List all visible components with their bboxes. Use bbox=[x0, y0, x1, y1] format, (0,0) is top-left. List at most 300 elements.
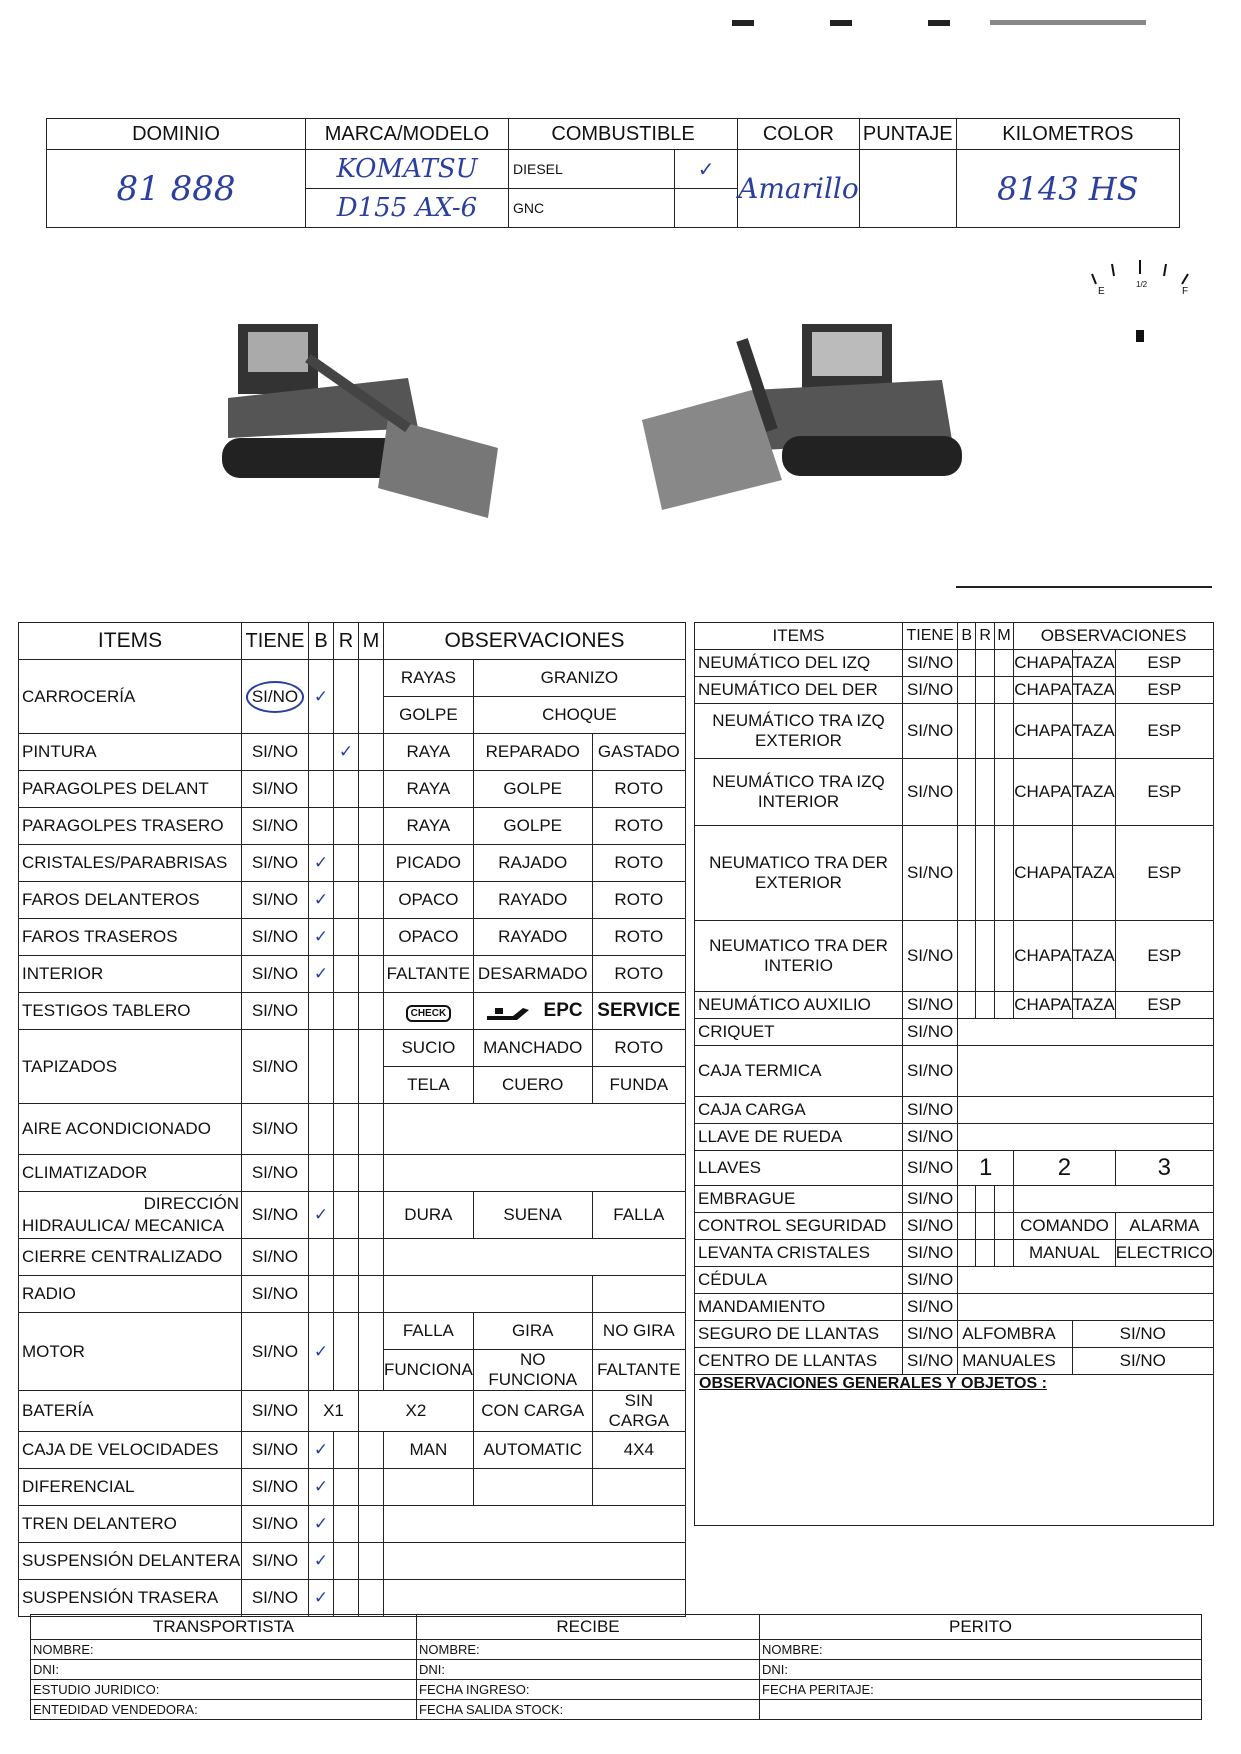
perito-dni[interactable]: DNI: bbox=[760, 1660, 1202, 1680]
left-header-obs: OBSERVACIONES bbox=[384, 623, 686, 660]
diferencial-tiene[interactable]: SI/NO bbox=[242, 1469, 309, 1506]
row-n-tra-der-int: NEUMATICO TRA DER INTERIO bbox=[695, 921, 903, 992]
mandamiento-obs[interactable] bbox=[958, 1294, 1214, 1321]
obs-rayas[interactable]: RAYAS bbox=[384, 660, 474, 697]
caja-vel-r[interactable] bbox=[334, 1432, 359, 1469]
obs-roto-5[interactable]: ROTO bbox=[592, 882, 685, 919]
mandamiento-tiene[interactable]: SI/NO bbox=[903, 1294, 958, 1321]
obs-roto-4[interactable]: ROTO bbox=[592, 845, 685, 882]
aire-tiene[interactable]: SI/NO bbox=[242, 1104, 309, 1155]
n-tra-der-int-m[interactable] bbox=[994, 921, 1013, 992]
kilometros-value[interactable]: 8143 HS bbox=[956, 150, 1179, 228]
pintura-b[interactable] bbox=[309, 734, 334, 771]
pintura-m[interactable] bbox=[359, 734, 384, 771]
fuel-gauge-icon bbox=[1086, 254, 1196, 354]
obs-desarmado[interactable]: DESARMADO bbox=[473, 956, 592, 993]
n-tra-izq-ext-chapa[interactable]: CHAPA bbox=[1014, 704, 1072, 759]
obs-4x4[interactable]: 4X4 bbox=[592, 1432, 685, 1469]
climatizador-tiene[interactable]: SI/NO bbox=[242, 1155, 309, 1192]
climatizador-m[interactable] bbox=[359, 1155, 384, 1192]
radio-obs-2[interactable] bbox=[592, 1276, 685, 1313]
fuel-diesel: DIESEL bbox=[509, 150, 675, 189]
direccion-label-2: HIDRAULICA/ MECANICA bbox=[22, 1216, 225, 1235]
n-tra-der-int-b[interactable] bbox=[958, 921, 976, 992]
diferencial-r[interactable] bbox=[334, 1469, 359, 1506]
aire-r[interactable] bbox=[334, 1104, 359, 1155]
obs-golpe[interactable]: GOLPE bbox=[384, 697, 474, 734]
tapizados-b[interactable] bbox=[309, 1030, 334, 1104]
recibe-dni[interactable]: DNI: bbox=[417, 1660, 760, 1680]
control-tiene[interactable]: SI/NO bbox=[903, 1213, 958, 1240]
col-puntaje: PUNTAJE bbox=[859, 119, 956, 150]
diferencial-m[interactable] bbox=[359, 1469, 384, 1506]
llave-rueda-obs[interactable] bbox=[958, 1124, 1214, 1151]
obs-raya-1[interactable]: RAYA bbox=[384, 734, 474, 771]
parag-tra-b[interactable] bbox=[309, 808, 334, 845]
sig-recibe: RECIBE bbox=[417, 1615, 760, 1640]
n-tra-izq-ext-b[interactable] bbox=[958, 704, 976, 759]
embrague-r[interactable] bbox=[976, 1186, 995, 1213]
llaves-1[interactable]: 1 bbox=[958, 1151, 1014, 1186]
obs-choque[interactable]: CHOQUE bbox=[473, 697, 685, 734]
obs-opaco-2[interactable]: OPACO bbox=[384, 919, 474, 956]
n-del-izq-chapa[interactable]: CHAPA bbox=[1014, 650, 1072, 677]
radio-tiene[interactable]: SI/NO bbox=[242, 1276, 309, 1313]
obs-reparado[interactable]: REPARADO bbox=[473, 734, 592, 771]
obs-gastado[interactable]: GASTADO bbox=[592, 734, 685, 771]
right-header-tiene: TIENE bbox=[903, 623, 958, 650]
aire-b[interactable] bbox=[309, 1104, 334, 1155]
n-tra-der-int-r[interactable] bbox=[976, 921, 995, 992]
susp-del-m[interactable] bbox=[359, 1543, 384, 1580]
levanta-m[interactable] bbox=[994, 1240, 1013, 1267]
obs-opaco-1[interactable]: OPACO bbox=[384, 882, 474, 919]
left-header-b: B bbox=[309, 623, 334, 660]
bateria-x2[interactable]: X2 bbox=[359, 1391, 474, 1432]
obs-roto-6[interactable]: ROTO bbox=[592, 919, 685, 956]
parag-tra-m[interactable] bbox=[359, 808, 384, 845]
susp-del-b[interactable]: ✓ bbox=[309, 1543, 334, 1580]
parag-del-m[interactable] bbox=[359, 771, 384, 808]
n-tra-der-int-taza[interactable]: TAZA bbox=[1072, 921, 1115, 992]
susp-tra-tiene[interactable]: SI/NO bbox=[242, 1580, 309, 1617]
gauge-f: F bbox=[1182, 286, 1189, 297]
right-checklist-table bbox=[694, 622, 1214, 1526]
cierre-obs[interactable] bbox=[384, 1239, 686, 1276]
n-del-der-b[interactable] bbox=[958, 677, 976, 704]
susp-tra-m[interactable] bbox=[359, 1580, 384, 1617]
radio-obs-1[interactable] bbox=[384, 1276, 593, 1313]
caja-termica-tiene[interactable]: SI/NO bbox=[903, 1046, 958, 1097]
levanta-electrico[interactable]: ELECTRICO bbox=[1115, 1240, 1213, 1267]
color-value[interactable]: Amarillo bbox=[738, 150, 860, 228]
direccion-b[interactable]: ✓ bbox=[309, 1192, 334, 1239]
carroceria-b[interactable]: ✓ bbox=[309, 660, 334, 734]
cristales-b[interactable]: ✓ bbox=[309, 845, 334, 882]
row-caja-vel: CAJA DE VELOCIDADES bbox=[19, 1432, 242, 1469]
caja-termica-obs[interactable] bbox=[958, 1046, 1214, 1097]
left-header-items: ITEMS bbox=[19, 623, 242, 660]
col-combustible: COMBUSTIBLE bbox=[509, 119, 738, 150]
n-del-izq-m[interactable] bbox=[994, 650, 1013, 677]
oil-epc-cell[interactable] bbox=[473, 993, 592, 1030]
transportista-dni[interactable]: DNI: bbox=[31, 1660, 417, 1680]
tren-r[interactable] bbox=[334, 1506, 359, 1543]
row-carroceria: CARROCERÍA bbox=[19, 660, 242, 734]
criquet-tiene[interactable]: SI/NO bbox=[903, 1019, 958, 1046]
transportista-entidad[interactable]: ENTEDIDAD VENDEDORA: bbox=[31, 1700, 417, 1720]
n-auxilio-b[interactable] bbox=[958, 992, 976, 1019]
row-n-tra-izq-ext: NEUMÁTICO TRA IZQ EXTERIOR bbox=[695, 704, 903, 759]
susp-tra-obs[interactable] bbox=[384, 1580, 686, 1617]
testigos-m[interactable] bbox=[359, 993, 384, 1030]
susp-del-r[interactable] bbox=[334, 1543, 359, 1580]
aire-obs[interactable] bbox=[384, 1104, 686, 1155]
susp-del-tiene[interactable]: SI/NO bbox=[242, 1543, 309, 1580]
pintura-r[interactable]: ✓ bbox=[334, 734, 359, 771]
n-auxilio-taza[interactable]: TAZA bbox=[1072, 992, 1115, 1019]
criquet-obs[interactable] bbox=[958, 1019, 1214, 1046]
faros-tra-b[interactable]: ✓ bbox=[309, 919, 334, 956]
caja-carga-obs[interactable] bbox=[958, 1097, 1214, 1124]
llaves-3[interactable]: 3 bbox=[1115, 1151, 1213, 1186]
n-tra-der-ext-chapa[interactable]: CHAPA bbox=[1014, 826, 1072, 921]
susp-tra-b[interactable]: ✓ bbox=[309, 1580, 334, 1617]
parag-tra-r[interactable] bbox=[334, 808, 359, 845]
motor-tiene[interactable]: SI/NO bbox=[242, 1313, 309, 1391]
diferencial-obs-3[interactable] bbox=[592, 1469, 685, 1506]
cristales-tiene[interactable]: SI/NO bbox=[242, 845, 309, 882]
cierre-tiene[interactable]: SI/NO bbox=[242, 1239, 309, 1276]
col-marca: MARCA/MODELO bbox=[306, 119, 509, 150]
cedula-obs[interactable] bbox=[958, 1267, 1214, 1294]
aire-m[interactable] bbox=[359, 1104, 384, 1155]
n-tra-izq-ext-taza[interactable]: TAZA bbox=[1072, 704, 1115, 759]
gnc-check[interactable] bbox=[675, 189, 738, 228]
obs-faltante[interactable]: FALTANTE bbox=[384, 956, 474, 993]
faros-tra-tiene[interactable]: SI/NO bbox=[242, 919, 309, 956]
row-parag-tra: PARAGOLPES TRASERO bbox=[19, 808, 242, 845]
obs-falla-1[interactable]: FALLA bbox=[592, 1192, 685, 1239]
obs-falla-2[interactable]: FALLA bbox=[384, 1313, 474, 1350]
susp-del-obs[interactable] bbox=[384, 1543, 686, 1580]
modelo-value[interactable]: D155 AX-6 bbox=[306, 189, 509, 228]
n-auxilio-esp[interactable]: ESP bbox=[1115, 992, 1213, 1019]
obs-funciona[interactable]: FUNCIONA bbox=[384, 1350, 474, 1391]
n-auxilio-tiene[interactable]: SI/NO bbox=[903, 992, 958, 1019]
radio-m[interactable] bbox=[359, 1276, 384, 1313]
faros-del-tiene[interactable]: SI/NO bbox=[242, 882, 309, 919]
obs-cuero[interactable]: CUERO bbox=[473, 1067, 592, 1104]
n-del-izq-taza[interactable]: TAZA bbox=[1072, 650, 1115, 677]
n-del-izq-b[interactable] bbox=[958, 650, 976, 677]
parag-del-r[interactable] bbox=[334, 771, 359, 808]
n-auxilio-chapa[interactable]: CHAPA bbox=[1014, 992, 1072, 1019]
alfombra-label: ALFOMBRA bbox=[958, 1321, 1072, 1348]
n-tra-der-int-esp[interactable]: ESP bbox=[1115, 921, 1213, 992]
n-auxilio-r[interactable] bbox=[976, 992, 995, 1019]
row-mandamiento: MANDAMIENTO bbox=[695, 1294, 903, 1321]
obs-rayado-1[interactable]: RAYADO bbox=[473, 882, 592, 919]
n-tra-der-ext-b[interactable] bbox=[958, 826, 976, 921]
obs-roto-2[interactable]: ROTO bbox=[592, 771, 685, 808]
carroceria-m[interactable] bbox=[359, 660, 384, 734]
right-header-b: B bbox=[958, 623, 976, 650]
sig-transportista: TRANSPORTISTA bbox=[31, 1615, 417, 1640]
faros-tra-m[interactable] bbox=[359, 919, 384, 956]
recibe-fecha-ingreso[interactable]: FECHA INGRESO: bbox=[417, 1680, 760, 1700]
obs-no-funciona[interactable]: NO FUNCIONA bbox=[473, 1350, 592, 1391]
row-diferencial: DIFERENCIAL bbox=[19, 1469, 242, 1506]
perito-fecha[interactable]: FECHA PERITAJE: bbox=[760, 1680, 1202, 1700]
obs-golpe-3[interactable]: GOLPE bbox=[473, 808, 592, 845]
cierre-r[interactable] bbox=[334, 1239, 359, 1276]
motor-m[interactable] bbox=[359, 1313, 384, 1391]
testigos-b[interactable] bbox=[309, 993, 334, 1030]
n-tra-izq-ext-esp[interactable]: ESP bbox=[1115, 704, 1213, 759]
llave-rueda-tiene[interactable]: SI/NO bbox=[903, 1124, 958, 1151]
obs-granizo[interactable]: GRANIZO bbox=[473, 660, 685, 697]
row-bateria: BATERÍA bbox=[19, 1391, 242, 1432]
cedula-tiene[interactable]: SI/NO bbox=[903, 1267, 958, 1294]
obs-rayado-2[interactable]: RAYADO bbox=[473, 919, 592, 956]
obs-funda[interactable]: FUNDA bbox=[592, 1067, 685, 1104]
row-criquet: CRIQUET bbox=[695, 1019, 903, 1046]
parag-tra-tiene[interactable]: SI/NO bbox=[242, 808, 309, 845]
levanta-r[interactable] bbox=[976, 1240, 995, 1267]
obs-dura[interactable]: DURA bbox=[384, 1192, 474, 1239]
obs-manchado[interactable]: MANCHADO bbox=[473, 1030, 592, 1067]
parag-del-b[interactable] bbox=[309, 771, 334, 808]
n-tra-der-int-tiene[interactable]: SI/NO bbox=[903, 921, 958, 992]
n-tra-izq-int-b[interactable] bbox=[958, 759, 976, 826]
radio-r[interactable] bbox=[334, 1276, 359, 1313]
caja-vel-m[interactable] bbox=[359, 1432, 384, 1469]
row-cierre: CIERRE CENTRALIZADO bbox=[19, 1239, 242, 1276]
carroceria-tiene[interactable]: SI/NO bbox=[242, 660, 309, 734]
bateria-x1[interactable]: X1 bbox=[309, 1391, 359, 1432]
right-header-items: ITEMS bbox=[695, 623, 903, 650]
interior-tiene[interactable]: SI/NO bbox=[242, 956, 309, 993]
dominio-value[interactable]: 81 888 bbox=[47, 150, 306, 228]
direccion-m[interactable] bbox=[359, 1192, 384, 1239]
cristales-m[interactable] bbox=[359, 845, 384, 882]
tapizados-tiene[interactable]: SI/NO bbox=[242, 1030, 309, 1104]
embrague-tiene[interactable]: SI/NO bbox=[903, 1186, 958, 1213]
obs-tela[interactable]: TELA bbox=[384, 1067, 474, 1104]
row-tren: TREN DELANTERO bbox=[19, 1506, 242, 1543]
n-del-izq-esp[interactable]: ESP bbox=[1115, 650, 1213, 677]
interior-m[interactable] bbox=[359, 956, 384, 993]
n-tra-der-ext-tiene[interactable]: SI/NO bbox=[903, 826, 958, 921]
check-engine-icon[interactable]: CHECK bbox=[384, 993, 474, 1030]
recibe-fecha-salida[interactable]: FECHA SALIDA STOCK: bbox=[417, 1700, 760, 1720]
radio-b[interactable] bbox=[309, 1276, 334, 1313]
n-del-izq-tiene[interactable]: SI/NO bbox=[903, 650, 958, 677]
obs-suena[interactable]: SUENA bbox=[473, 1192, 592, 1239]
control-comando[interactable]: COMANDO bbox=[1014, 1213, 1116, 1240]
cierre-b[interactable] bbox=[309, 1239, 334, 1276]
faros-del-m[interactable] bbox=[359, 882, 384, 919]
diferencial-obs-2[interactable] bbox=[473, 1469, 592, 1506]
n-tra-der-ext-esp[interactable]: ESP bbox=[1115, 826, 1213, 921]
obs-no-gira[interactable]: NO GIRA bbox=[592, 1313, 685, 1350]
tapizados-r[interactable] bbox=[334, 1030, 359, 1104]
caja-vel-b[interactable]: ✓ bbox=[309, 1432, 334, 1469]
interior-b[interactable]: ✓ bbox=[309, 956, 334, 993]
puntaje-value[interactable] bbox=[859, 150, 956, 228]
levanta-b[interactable] bbox=[958, 1240, 976, 1267]
fuel-gauge bbox=[1086, 254, 1196, 354]
obs-automatic[interactable]: AUTOMATIC bbox=[473, 1432, 592, 1469]
control-m[interactable] bbox=[994, 1213, 1013, 1240]
obs-raya-2[interactable]: RAYA bbox=[384, 771, 474, 808]
col-color: COLOR bbox=[738, 119, 860, 150]
obs-raya-3[interactable]: RAYA bbox=[384, 808, 474, 845]
cristales-r[interactable] bbox=[334, 845, 359, 882]
marca-value[interactable]: KOMATSU bbox=[306, 150, 509, 189]
climatizador-r[interactable] bbox=[334, 1155, 359, 1192]
control-alarma[interactable]: ALARMA bbox=[1115, 1213, 1213, 1240]
levanta-manual[interactable]: MANUAL bbox=[1014, 1240, 1116, 1267]
n-tra-izq-int-tiene[interactable]: SI/NO bbox=[903, 759, 958, 826]
obs-roto-8[interactable]: ROTO bbox=[592, 1030, 685, 1067]
climatizador-b[interactable] bbox=[309, 1155, 334, 1192]
alfombra-sino[interactable]: SI/NO bbox=[1072, 1321, 1213, 1348]
cierre-m[interactable] bbox=[359, 1239, 384, 1276]
n-tra-izq-int-esp[interactable]: ESP bbox=[1115, 759, 1213, 826]
n-tra-izq-ext-tiene[interactable]: SI/NO bbox=[903, 704, 958, 759]
row-susp-tra: SUSPENSIÓN TRASERA bbox=[19, 1580, 242, 1617]
n-tra-der-int-chapa[interactable]: CHAPA bbox=[1014, 921, 1072, 992]
bateria-tiene[interactable]: SI/NO bbox=[242, 1391, 309, 1432]
obs-rajado[interactable]: RAJADO bbox=[473, 845, 592, 882]
llaves-tiene[interactable]: SI/NO bbox=[903, 1151, 958, 1186]
centro-tiene[interactable]: SI/NO bbox=[903, 1348, 958, 1375]
faros-tra-r[interactable] bbox=[334, 919, 359, 956]
recibe-nombre[interactable]: NOMBRE: bbox=[417, 1640, 760, 1660]
signature-line bbox=[956, 586, 1212, 588]
llaves-2[interactable]: 2 bbox=[1014, 1151, 1116, 1186]
vehicle-header-table bbox=[46, 118, 1180, 228]
diferencial-obs-1[interactable] bbox=[384, 1469, 474, 1506]
tren-m[interactable] bbox=[359, 1506, 384, 1543]
tren-b[interactable]: ✓ bbox=[309, 1506, 334, 1543]
n-del-der-taza[interactable]: TAZA bbox=[1072, 677, 1115, 704]
n-del-izq-r[interactable] bbox=[976, 650, 995, 677]
n-tra-izq-int-chapa[interactable]: CHAPA bbox=[1014, 759, 1072, 826]
row-cedula: CÉDULA bbox=[695, 1267, 903, 1294]
faros-del-r[interactable] bbox=[334, 882, 359, 919]
row-n-auxilio: NEUMÁTICO AUXILIO bbox=[695, 992, 903, 1019]
manuales-label: MANUALES bbox=[958, 1348, 1072, 1375]
control-b[interactable] bbox=[958, 1213, 976, 1240]
levanta-tiene[interactable]: SI/NO bbox=[903, 1240, 958, 1267]
caja-vel-tiene[interactable]: SI/NO bbox=[242, 1432, 309, 1469]
susp-tra-r[interactable] bbox=[334, 1580, 359, 1617]
motor-r[interactable] bbox=[334, 1313, 359, 1391]
transportista-estudio[interactable]: ESTUDIO JURIDICO: bbox=[31, 1680, 417, 1700]
direccion-r[interactable] bbox=[334, 1192, 359, 1239]
tren-tiene[interactable]: SI/NO bbox=[242, 1506, 309, 1543]
gauge-half: 1/2 bbox=[1136, 280, 1148, 289]
diesel-check[interactable]: ✓ bbox=[675, 150, 738, 189]
motor-b[interactable]: ✓ bbox=[309, 1313, 334, 1391]
row-seguro: SEGURO DE LLANTAS bbox=[695, 1321, 903, 1348]
n-tra-izq-ext-m[interactable] bbox=[994, 704, 1013, 759]
tapizados-m[interactable] bbox=[359, 1030, 384, 1104]
bateria-sin-carga[interactable]: SIN CARGA bbox=[592, 1391, 685, 1432]
obs-man[interactable]: MAN bbox=[384, 1432, 474, 1469]
row-parag-del: PARAGOLPES DELANT bbox=[19, 771, 242, 808]
control-r[interactable] bbox=[976, 1213, 995, 1240]
n-auxilio-m[interactable] bbox=[994, 992, 1013, 1019]
transportista-nombre[interactable]: NOMBRE: bbox=[31, 1640, 417, 1660]
obs-roto-3[interactable]: ROTO bbox=[592, 808, 685, 845]
n-del-der-r[interactable] bbox=[976, 677, 995, 704]
perito-blank[interactable] bbox=[760, 1700, 1202, 1720]
n-tra-izq-ext-r[interactable] bbox=[976, 704, 995, 759]
perito-nombre[interactable]: NOMBRE: bbox=[760, 1640, 1202, 1660]
testigos-tiene[interactable]: SI/NO bbox=[242, 993, 309, 1030]
n-tra-der-ext-taza[interactable]: TAZA bbox=[1072, 826, 1115, 921]
obs-golpe-2[interactable]: GOLPE bbox=[473, 771, 592, 808]
n-del-der-tiene[interactable]: SI/NO bbox=[903, 677, 958, 704]
diferencial-b[interactable]: ✓ bbox=[309, 1469, 334, 1506]
manuales-sino[interactable]: SI/NO bbox=[1072, 1348, 1213, 1375]
row-aire: AIRE ACONDICIONADO bbox=[19, 1104, 242, 1155]
embrague-b[interactable] bbox=[958, 1186, 976, 1213]
n-tra-der-ext-m[interactable] bbox=[994, 826, 1013, 921]
bateria-con-carga[interactable]: CON CARGA bbox=[473, 1391, 592, 1432]
n-del-der-chapa[interactable]: CHAPA bbox=[1014, 677, 1072, 704]
embrague-m[interactable] bbox=[994, 1186, 1013, 1213]
obs-service[interactable]: SERVICE bbox=[592, 993, 685, 1030]
parag-del-tiene[interactable]: SI/NO bbox=[242, 771, 309, 808]
n-tra-izq-int-r[interactable] bbox=[976, 759, 995, 826]
interior-r[interactable] bbox=[334, 956, 359, 993]
testigos-r[interactable] bbox=[334, 993, 359, 1030]
row-testigos: TESTIGOS TABLERO bbox=[19, 993, 242, 1030]
n-tra-izq-int-taza[interactable]: TAZA bbox=[1072, 759, 1115, 826]
faros-del-b[interactable]: ✓ bbox=[309, 882, 334, 919]
obs-generales[interactable]: OBSERVACIONES GENERALES Y OBJETOS : bbox=[695, 1375, 1214, 1526]
n-tra-izq-int-m[interactable] bbox=[994, 759, 1013, 826]
obs-picado[interactable]: PICADO bbox=[384, 845, 474, 882]
row-n-del-der: NEUMÁTICO DEL DER bbox=[695, 677, 903, 704]
carroceria-r[interactable] bbox=[334, 660, 359, 734]
left-header-m: M bbox=[359, 623, 384, 660]
climatizador-obs[interactable] bbox=[384, 1155, 686, 1192]
right-header-m: M bbox=[994, 623, 1013, 650]
obs-roto-7[interactable]: ROTO bbox=[592, 956, 685, 993]
pintura-tiene[interactable]: SI/NO bbox=[242, 734, 309, 771]
bulldozer-right-image bbox=[632, 320, 972, 520]
seguro-tiene[interactable]: SI/NO bbox=[903, 1321, 958, 1348]
obs-faltante-2[interactable]: FALTANTE bbox=[592, 1350, 685, 1391]
direccion-tiene[interactable]: SI/NO bbox=[242, 1192, 309, 1239]
caja-carga-tiene[interactable]: SI/NO bbox=[903, 1097, 958, 1124]
obs-sucio[interactable]: SUCIO bbox=[384, 1030, 474, 1067]
n-tra-der-ext-r[interactable] bbox=[976, 826, 995, 921]
embrague-obs[interactable] bbox=[1014, 1186, 1214, 1213]
obs-gira[interactable]: GIRA bbox=[473, 1313, 592, 1350]
n-del-der-esp[interactable]: ESP bbox=[1115, 677, 1213, 704]
row-caja-termica: CAJA TERMICA bbox=[695, 1046, 903, 1097]
col-kilometros: KILOMETROS bbox=[956, 119, 1179, 150]
tren-obs[interactable] bbox=[384, 1506, 686, 1543]
n-del-der-m[interactable] bbox=[994, 677, 1013, 704]
